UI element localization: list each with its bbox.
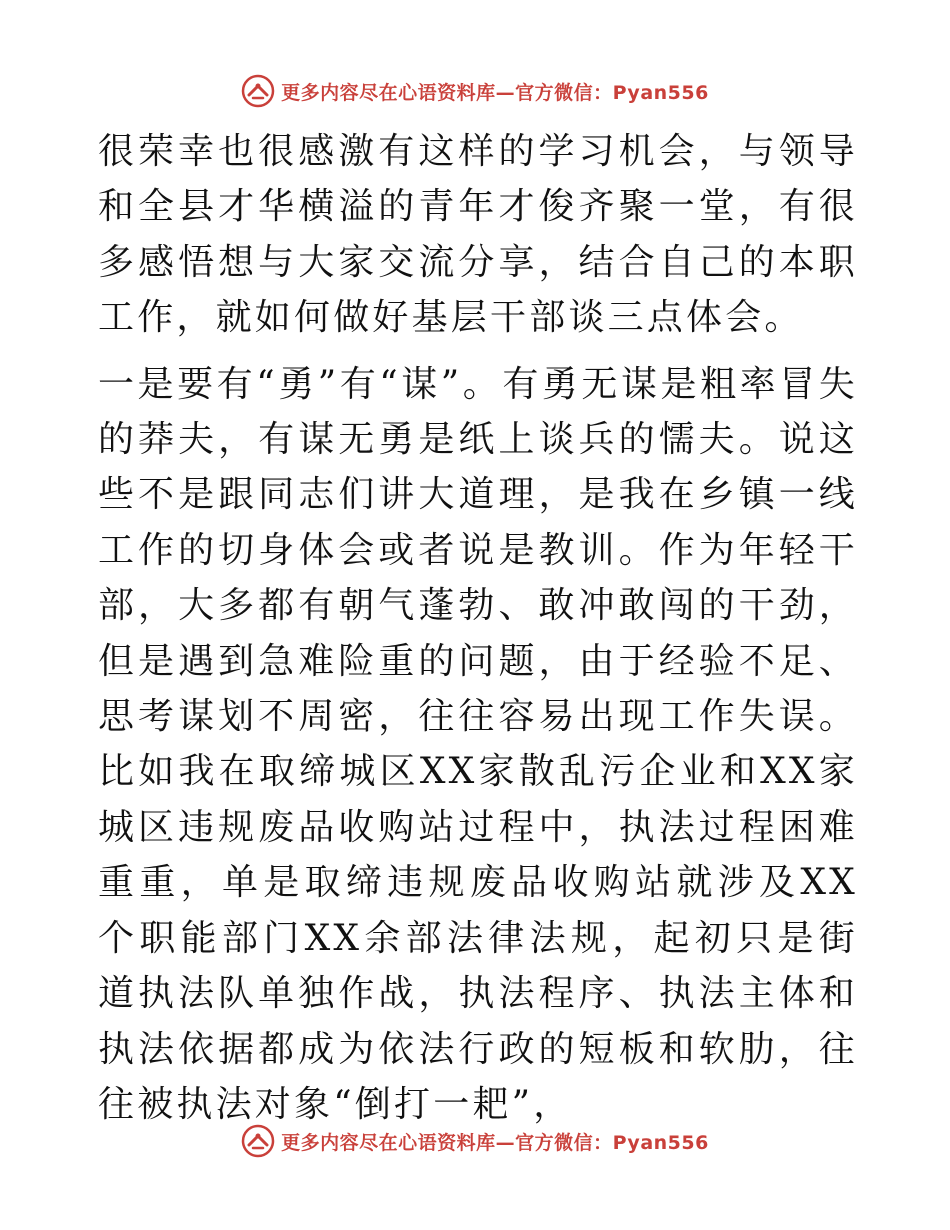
document-body <box>98 124 858 1143</box>
footer-banner <box>0 1121 950 1161</box>
header-banner-text: 更多内容尽在心语资料库—官方微信：Pyan556 <box>281 81 709 104</box>
footer-banner-text: 更多内容尽在心语资料库—官方微信：Pyan556 <box>281 1131 709 1154</box>
book-logo-icon <box>241 1124 275 1158</box>
paragraph-intro: 很荣幸也很感激有这样的学习机会，与领导和全县才华横溢的青年才俊齐聚一堂，有很多感悟想与大家交流分享，结合自己的本职工作，就如何做好基层干部谈三点体会。 <box>98 131 858 339</box>
book-logo-icon <box>241 74 275 108</box>
header-banner <box>0 71 950 111</box>
paragraph-point-one: 一是要有“勇”有“谋”。有勇无谋是粗率冒失的莽夫，有谋无勇是纸上谈兵的懦夫。说这些不是跟同志们讲大道理，是我在乡镇一线工作的切身体会或者说是教训。作为年轻干部，大多都有朝气蓬勃、敢冲敢闯的干劲，但是遇到急难险重的问题，由于经验不足、思考谋划不周密，往往容易出现工作失误。比如我在取缔城区XX家散乱污企业和XX家城区违规废品收购站过程中，执法过程困难重重，单是取缔违规废品收购站就涉及XX个职能部门XX余部法律法规，起初只是街道执法队单独作战，执法程序、执法主体和执法依据都成为依法行政的短板和软肋，往往被执法对象“倒打一耙”， <box>98 363 858 1125</box>
